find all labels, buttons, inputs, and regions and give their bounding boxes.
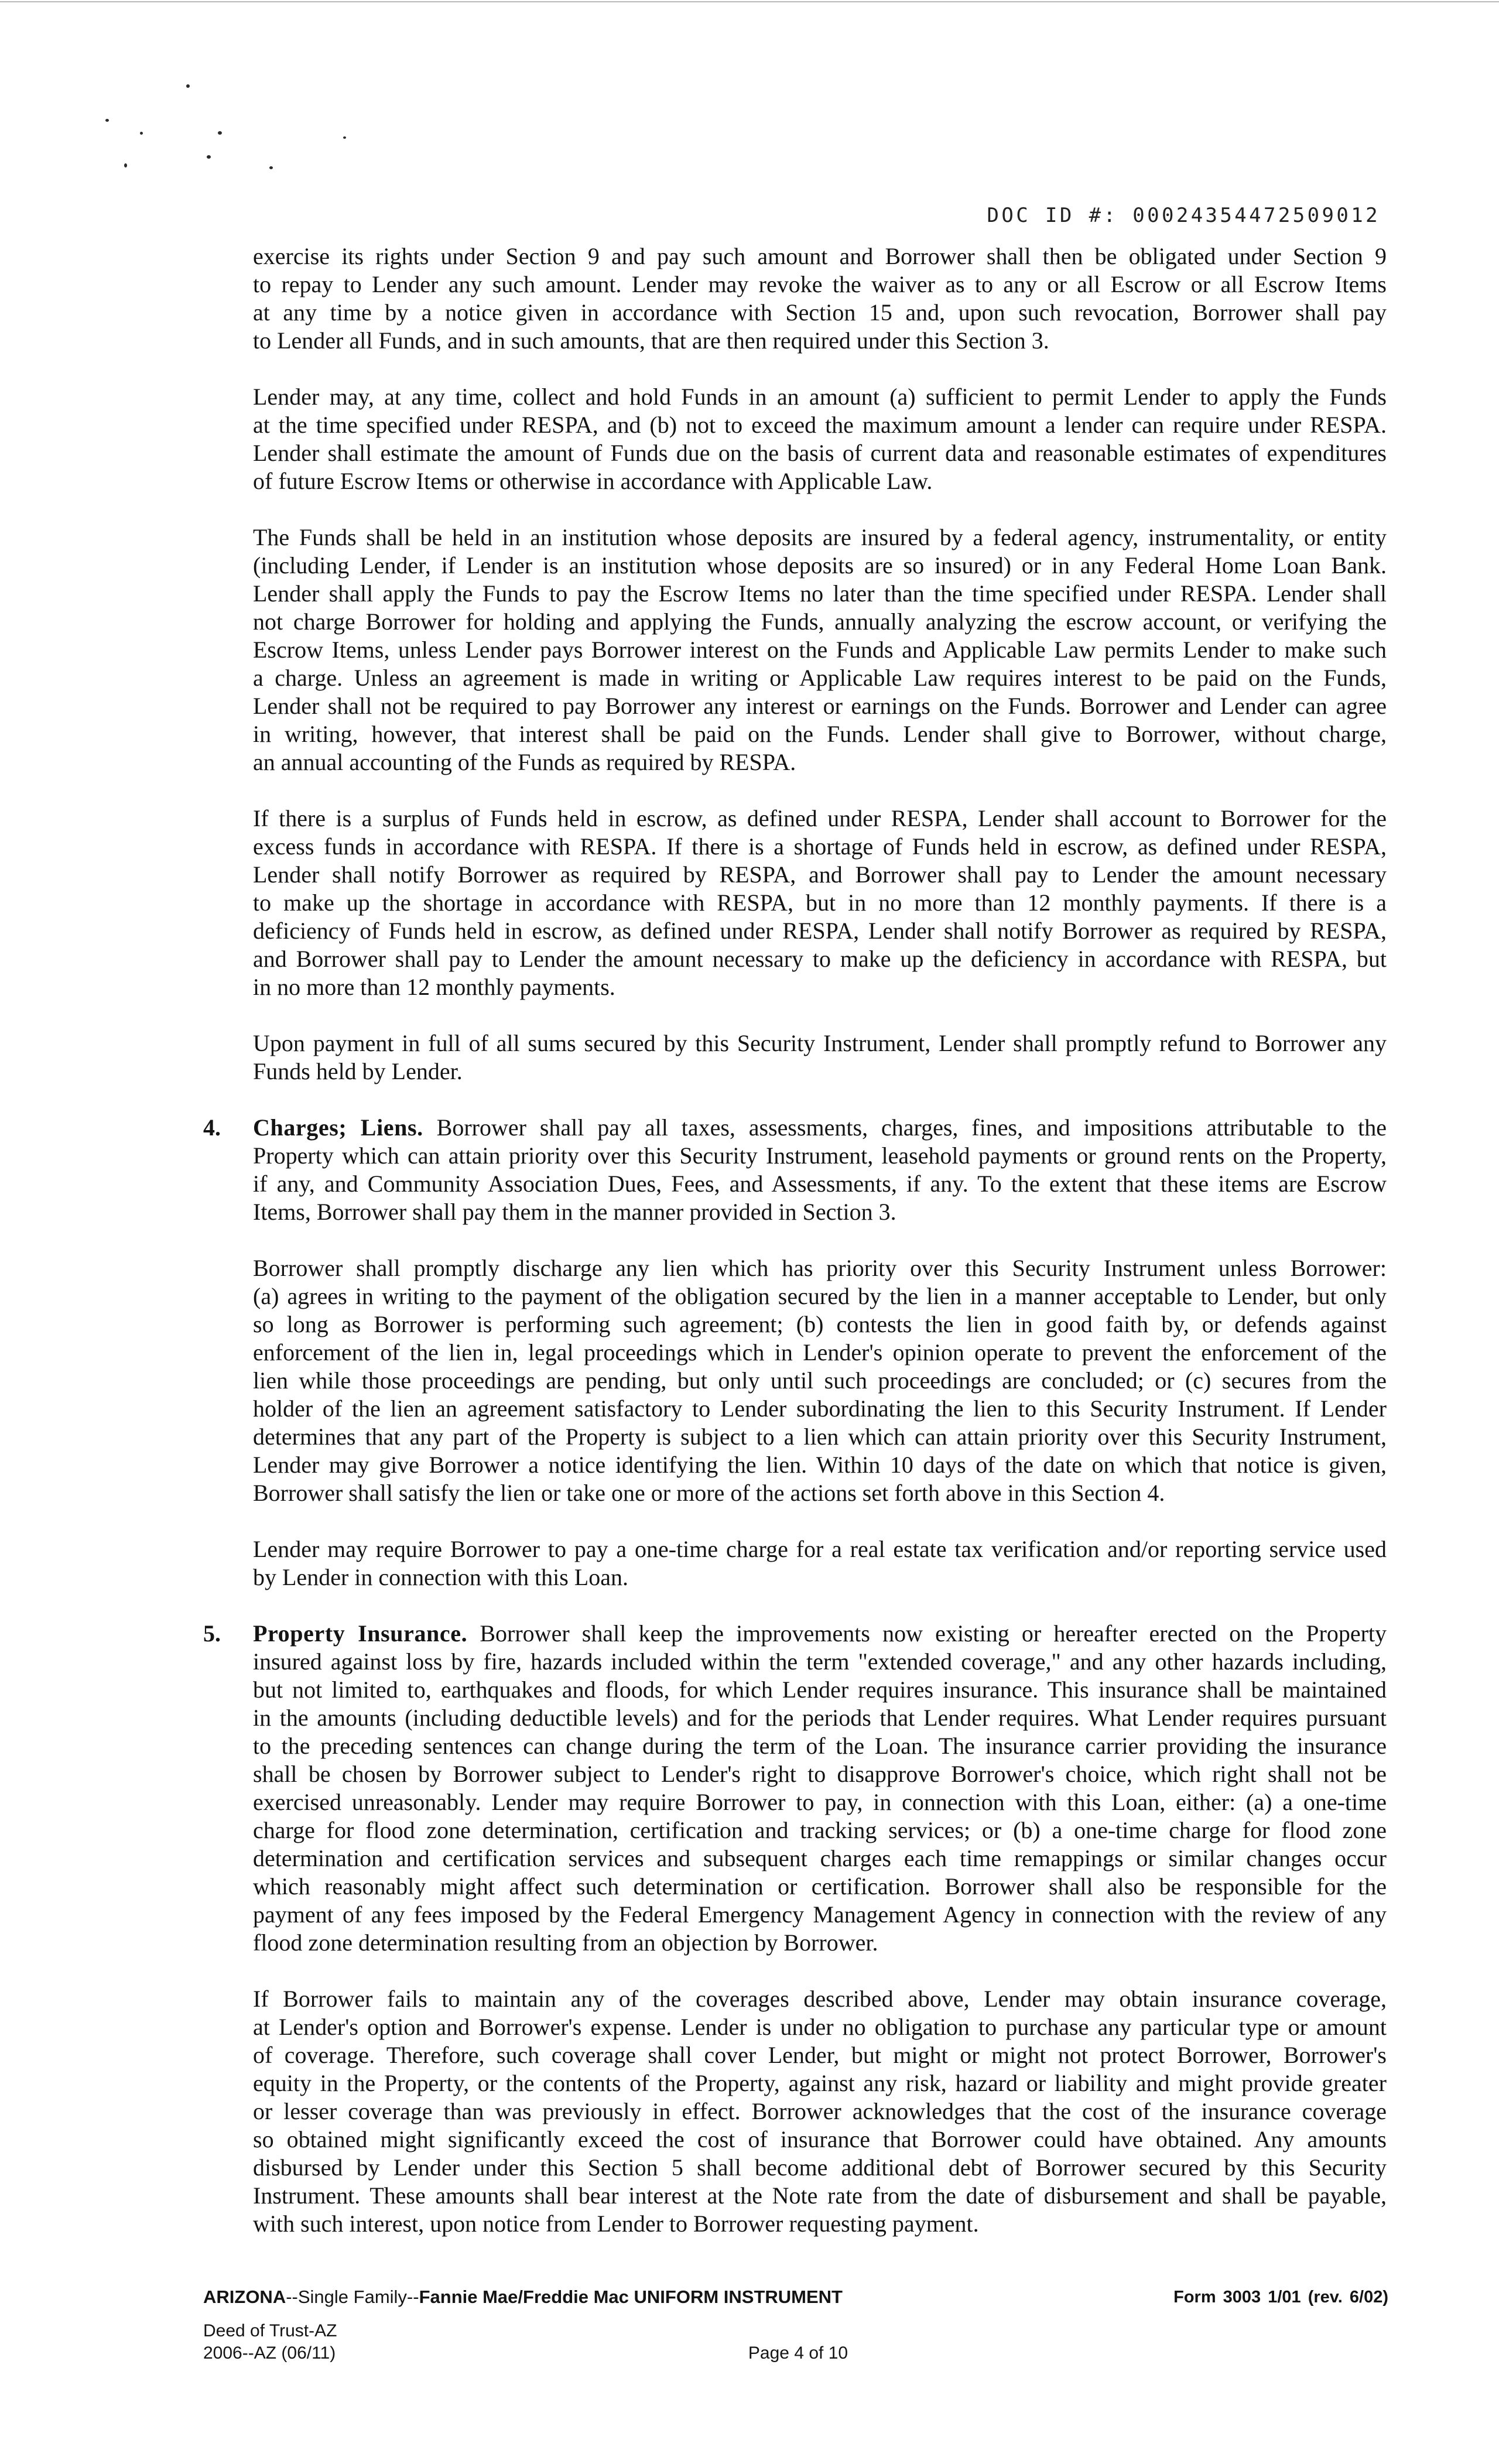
text-line [253,692,1387,720]
section-heading: Charges; Liens. [253,1114,423,1141]
text-line [253,1535,1387,1563]
text-line [253,1620,1387,1648]
line-content: Property which can attain priority over this Security Instrument, leasehold payments or ground rents on the Property, [253,1142,1387,1169]
line-content: in the amounts (including deductible levels) and for the periods that Lender requires. What Lender requires pursuant [253,1705,1387,1731]
document-body [203,242,1387,2266]
line-content: lien while those proceedings are pending, but only until such proceedings are concluded; or (c) secures from the [253,1367,1387,1394]
line-content: Lender may give Borrower a notice identifying the lien. Within 10 days of the date on which that notice is given, [253,1452,1387,1478]
paragraph [253,242,1387,355]
line-content: (a) agrees in writing to the payment of the obligation secured by the lien in a manner acceptable to Lender, but only [253,1283,1387,1309]
line-content: determines that any part of the Property is subject to a lien which can attain priority over this Security Instrument, [253,1423,1387,1450]
text-line [253,242,1387,271]
line-content: Lender shall estimate the amount of Funds due on the basis of current data and reasonable estimates of expenditures [253,440,1387,466]
text-line [253,1788,1387,1816]
line-content: Lender may require Borrower to pay a one-time charge for a real estate tax verification and/or reporting service used [253,1536,1387,1562]
section-heading: Property Insurance. [253,1620,468,1647]
text-line [253,1929,1387,1957]
line-text: Borrower shall keep the improvements now existing or hereafter erected on the Property [480,1620,1387,1647]
text-line [253,383,1387,411]
section-number: 5. [203,1620,221,1647]
text-line [253,1423,1387,1451]
line-content: If there is a surplus of Funds held in escrow, as defined under RESPA, Lender shall account to Borrower for the [253,805,1387,831]
text-line [253,1142,1387,1170]
text-line [253,1170,1387,1198]
text-line [253,1985,1387,2013]
paragraph [253,523,1387,776]
line-content: Lender shall not be required to pay Borrower any interest or earnings on the Funds. Borrower and Lender can agree [253,693,1387,719]
paragraph [253,1254,1387,1507]
line-content: at the time specified under RESPA, and (b) not to exceed the maximum amount a lender can require under RESPA. [253,412,1387,438]
text-line [253,2126,1387,2154]
line-content: in writing, however, that interest shall be paid on the Funds. Lender shall give to Borrower, without charge, [253,721,1387,747]
line-content: but not limited to, earthquakes and floods, for which Lender requires insurance. This insurance shall be maintained [253,1676,1387,1703]
section-4 [203,1114,1387,1226]
line-content: by Lender in connection with this Loan. [253,1564,628,1590]
text-line [253,973,1387,1001]
line-content: equity in the Property, or the contents of the Property, against any risk, hazard or liability and might provide greater [253,2070,1387,2096]
line-content: Funds held by Lender. [253,1058,463,1084]
scan-speck [218,131,222,135]
line-content: Items, Borrower shall pay them in the manner provided in Section 3. [253,1199,896,1225]
text-line [253,439,1387,467]
line-content: at Lender's option and Borrower's expense. Lender is under no obligation to purchase any particular type or amount [253,2014,1387,2040]
line-content: excess funds in accordance with RESPA. If there is a shortage of Funds held in escrow, as defined under RESPA, [253,833,1387,860]
paragraph [253,1029,1387,1086]
line-content: Escrow Items, unless Lender pays Borrower interest on the Funds and Applicable Law permits Lender to make such [253,636,1387,663]
text-line [253,1029,1387,1058]
text-line [253,861,1387,889]
line-content: of coverage. Therefore, such coverage shall cover Lender, but might or might not protect Borrower, Borrower's [253,2042,1387,2068]
text-line [253,1844,1387,1873]
text-line [253,833,1387,861]
text-line [253,1676,1387,1704]
text-line [253,720,1387,748]
text-line [253,1367,1387,1395]
scan-edge-line [0,1,1499,2]
text-line [253,1254,1387,1282]
line-content: holder of the lien an agreement satisfactory to Lender subordinating the lien to this Security Instrument. If Lender [253,1395,1387,1422]
line-content: Instrument. These amounts shall bear interest at the Note rate from the date of disbursement and shall be payable, [253,2182,1387,2209]
text-line [253,2013,1387,2041]
footer-form-code: 2006--AZ (06/11) [203,2343,336,2363]
line-content: charge for flood zone determination, certification and tracking services; or (b) a one-time charge for flood zone [253,1817,1387,1843]
section-5 [203,1620,1387,1957]
line-content: which reasonably might affect such determination or certification. Borrower shall also be responsible for the [253,1873,1387,1900]
line-text: Borrower shall pay all taxes, assessments, charges, fines, and impositions attributable to the [436,1114,1387,1141]
line-content: payment of any fees imposed by the Federal Emergency Management Agency in connection with the review of any [253,1901,1387,1928]
text-line [253,917,1387,945]
scan-speck [269,166,273,169]
line-content: exercise its rights under Section 9 and pay such amount and Borrower shall then be obligated under Section 9 [253,243,1387,269]
text-line [253,636,1387,664]
text-line [253,945,1387,973]
line-content: not charge Borrower for holding and applying the Funds, annually analyzing the escrow account, or verifying the [253,608,1387,635]
text-line [253,1901,1387,1929]
text-line [253,523,1387,552]
text-line [253,1760,1387,1788]
text-line [253,748,1387,776]
line-content: If Borrower fails to maintain any of the coverages described above, Lender may obtain insurance coverage, [253,1986,1387,2012]
text-line [253,805,1387,833]
line-content: to repay to Lender any such amount. Lender may revoke the waiver as to any or all Escrow or all Escrow Items [253,271,1387,297]
line-content: shall be chosen by Borrower subject to Lender's right to disapprove Borrower's choice, which right shall not be [253,1761,1387,1787]
line-content: with such interest, upon notice from Lender to Borrower requesting payment. [253,2210,979,2237]
line-content: (including Lender, if Lender is an institution whose deposits are so insured) or in any Federal Home Loan Bank. [253,552,1387,579]
text-line [253,1873,1387,1901]
footer-form-number: Form 3003 1/01 (rev. 6/02) [1173,2288,1388,2306]
text-line [253,552,1387,580]
line-content: determination and certification services and subsequent charges each time remappings or similar changes occur [253,1845,1387,1871]
footer-page-number: Page 4 of 10 [748,2343,848,2363]
line-content: The Funds shall be held in an institution whose deposits are insured by a federal agency, instrumentality, or entity [253,524,1387,550]
scan-speck [140,132,143,135]
text-line [253,271,1387,299]
scan-speck [124,163,127,167]
line-content: to Lender all Funds, and in such amounts, that are then required under this Section 3. [253,327,1049,354]
text-line [253,608,1387,636]
line-content: or lesser coverage than was previously in effect. Borrower acknowledges that the cost of the insurance coverage [253,2098,1387,2124]
line-content: so obtained might significantly exceed the cost of insurance that Borrower could have obtained. Any amounts [253,2126,1387,2152]
text-line [253,2210,1387,2238]
document-id: DOC ID #: 00024354472509012 [987,204,1380,227]
line-content: and Borrower shall pay to Lender the amount necessary to make up the deficiency in accordance with RESPA, but [253,946,1387,972]
paragraph [253,1535,1387,1592]
line-content: to the preceding sentences can change during the term of the Loan. The insurance carrier providing the insurance [253,1733,1387,1759]
line-content: if any, and Community Association Dues, Fees, and Assessments, if any. To the extent that these items are Escrow [253,1171,1387,1197]
scan-speck [186,84,190,88]
paragraph [253,1985,1387,2238]
text-line [253,1732,1387,1760]
line-content: an annual accounting of the Funds as required by RESPA. [253,749,796,775]
text-line [253,411,1387,439]
line-content: in no more than 12 monthly payments. [253,974,615,1000]
line-content: to make up the shortage in accordance with RESPA, but in no more than 12 monthly payments. If there is a [253,889,1387,916]
text-line [253,327,1387,355]
line-content: Lender shall apply the Funds to pay the Escrow Items no later than the time specified under RESPA. Lender shall [253,580,1387,607]
line-content: exercised unreasonably. Lender may require Borrower to pay, in connection with this Loan, either: (a) a one-time [253,1789,1387,1815]
text-line [253,467,1387,495]
line-content: disbursed by Lender under this Section 5 shall become additional debt of Borrower secured by this Security [253,2154,1387,2181]
paragraph [253,805,1387,1001]
line-content: Lender shall notify Borrower as required by RESPA, and Borrower shall pay to Lender the amount necessary [253,861,1387,888]
text-line [253,1451,1387,1479]
line-content: insured against loss by fire, hazards included within the term "extended coverage," and any other hazards including, [253,1648,1387,1675]
line-content: Upon payment in full of all sums secured by this Security Instrument, Lender shall promptly refund to Borrower any [253,1030,1387,1056]
text-line [253,1648,1387,1676]
text-line [253,2041,1387,2069]
text-line [253,2097,1387,2126]
text-line [253,889,1387,917]
line-content: Borrower shall promptly discharge any lien which has priority over this Security Instrument unless Borrower: [253,1255,1387,1281]
text-line [253,1479,1387,1507]
line-content: Borrower shall satisfy the lien or take one or more of the actions set forth above in this Section 4. [253,1480,1165,1506]
line-content: so long as Borrower is performing such agreement; (b) contests the lien in good faith by, or defends against [253,1311,1387,1337]
text-line [253,664,1387,692]
footer-instrument-title [203,2285,843,2309]
text-line [253,1704,1387,1732]
line-content: Lender may, at any time, collect and hold Funds in an amount (a) sufficient to permit Lender to apply the Funds [253,384,1387,410]
text-line [253,1395,1387,1423]
line-content: a charge. Unless an agreement is made in writing or Applicable Law requires interest to be paid on the Funds, [253,665,1387,691]
text-line [253,580,1387,608]
text-line [253,2069,1387,2097]
text-line [253,1310,1387,1339]
line-content: enforcement of the lien in, legal proceedings which in Lender's opinion operate to prevent the enforcement of the [253,1339,1387,1366]
footer-instrument: Fannie Mae/Freddie Mac UNIFORM INSTRUMENT [419,2287,843,2307]
text-line [253,1563,1387,1592]
line-content [253,1114,1387,1142]
footer-state: ARIZONA [203,2287,286,2307]
footer-deed-title: Deed of Trust-AZ [203,2321,337,2340]
line-content: flood zone determination resulting from an objection by Borrower. [253,1929,878,1956]
text-line [253,1198,1387,1226]
text-line [253,1816,1387,1844]
text-line [253,2154,1387,2182]
text-line [253,1058,1387,1086]
scan-speck [105,119,109,122]
text-line [253,2182,1387,2210]
text-line [253,1114,1387,1142]
text-line [253,1339,1387,1367]
section-number: 4. [203,1114,221,1141]
scan-speck [207,155,211,159]
footer-family: --Single Family-- [286,2287,419,2307]
scan-speck [343,136,346,139]
text-line [253,299,1387,327]
line-content: at any time by a notice given in accordance with Section 15 and, upon such revocation, Borrower shall pay [253,299,1387,326]
line-content [253,1620,1387,1648]
line-content: deficiency of Funds held in escrow, as defined under RESPA, Lender shall notify Borrower as required by RESPA, [253,918,1387,944]
paragraph [253,383,1387,495]
line-content: of future Escrow Items or otherwise in accordance with Applicable Law. [253,468,933,494]
text-line [253,1282,1387,1310]
